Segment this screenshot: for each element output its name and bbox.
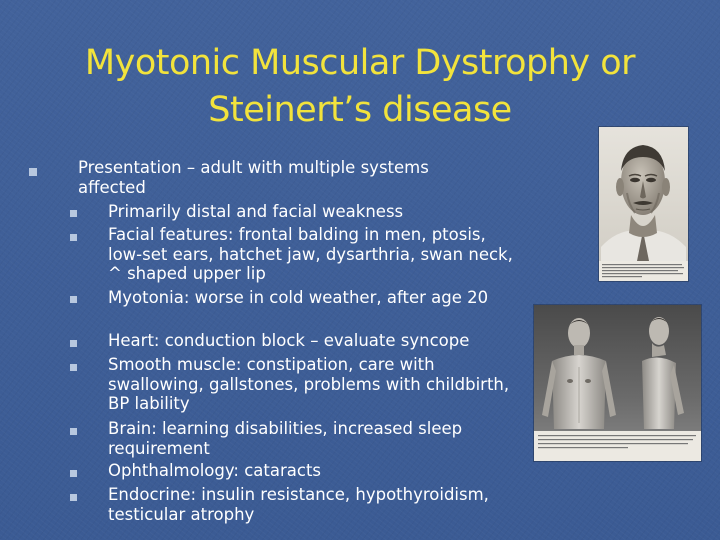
bullet-facial-features: Facial features: frontal balding in men, ptosis, low-set ears, hatchet jaw, dysarthria, swan neck, ^ shaped upper lip bbox=[108, 225, 513, 284]
square-bullet-icon bbox=[70, 428, 77, 435]
square-bullet-icon bbox=[70, 494, 77, 501]
main-bullet-icon bbox=[29, 168, 37, 176]
square-bullet-icon bbox=[70, 340, 77, 347]
square-bullet-icon bbox=[70, 470, 77, 477]
square-bullet-icon bbox=[70, 296, 77, 303]
bullet-endocrine: Endocrine: insulin resistance, hypothyroidism, testicular atrophy bbox=[108, 485, 489, 524]
patient-torso-illustration bbox=[534, 305, 701, 461]
bullet-weakness: Primarily distal and facial weakness bbox=[108, 202, 404, 221]
slide-title-line-2: Steinert’s disease bbox=[208, 90, 512, 130]
slide-title-line-1: Myotonic Muscular Dystrophy or bbox=[84, 43, 636, 83]
bullet-ophthalmology: Ophthalmology: cataracts bbox=[108, 461, 322, 480]
square-bullet-icon bbox=[70, 364, 77, 371]
patient-face-illustration bbox=[599, 127, 688, 281]
patient-face-photo bbox=[599, 127, 688, 281]
bullet-heart: Heart: conduction block – evaluate syncope bbox=[108, 331, 470, 350]
patient-torso-photo bbox=[534, 305, 701, 461]
main-bullet-text: Presentation – adult with multiple systems affected bbox=[78, 158, 429, 197]
square-bullet-icon bbox=[70, 234, 77, 241]
bullet-smooth-muscle: Smooth muscle: constipation, care with swallowing, gallstones, problems with childbirth, BP lability bbox=[108, 355, 510, 414]
square-bullet-icon bbox=[70, 210, 77, 217]
bullet-brain: Brain: learning disabilities, increased sleep requirement bbox=[108, 419, 463, 458]
bullet-myotonia: Myotonia: worse in cold weather, after age 20 bbox=[108, 288, 489, 307]
